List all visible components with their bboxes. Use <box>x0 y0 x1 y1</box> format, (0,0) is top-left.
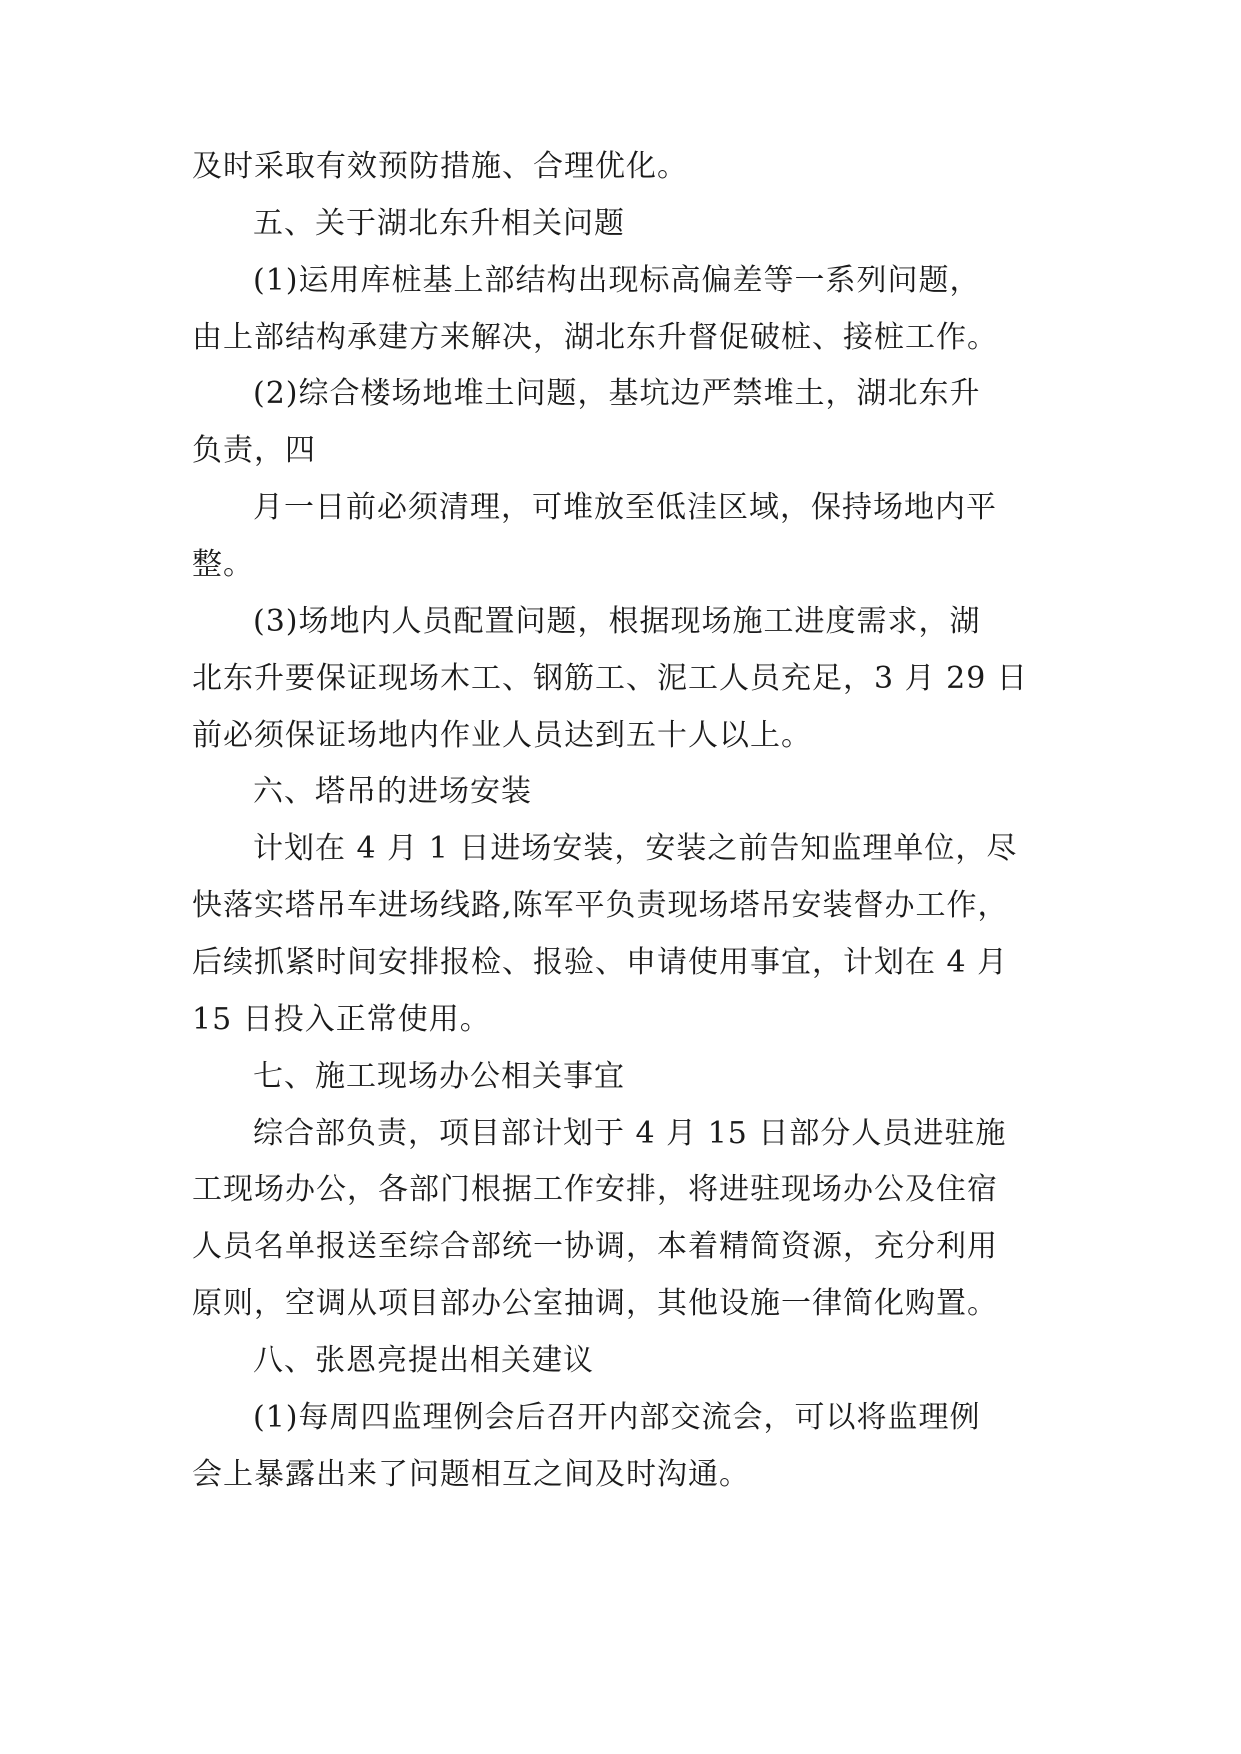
text-line: 快落实塔吊车进场线路,陈军平负责现场塔吊安装督办工作， <box>192 888 1009 923</box>
section-heading: 五、关于湖北东升相关问题 <box>253 206 625 241</box>
text-line: 月一日前必须清理，可堆放至低洼区域，保持场地内平 <box>253 490 997 525</box>
text-line: (3)场地内人员配置问题，根据现场施工进度需求，湖 <box>253 604 981 639</box>
text-line: 前必须保证场地内作业人员达到五十人以上。 <box>192 718 812 753</box>
text-line: 后续抓紧时间安排报检、报验、申请使用事宜，计划在 4 月 <box>192 945 1009 980</box>
text-line: 北东升要保证现场木工、钢筋工、泥工人员充足，3 月 29 日 <box>192 661 1028 696</box>
text-line: 及时采取有效预防措施、合理优化。 <box>192 149 688 184</box>
text-line: 计划在 4 月 1 日进场安装，安装之前告知监理单位，尽 <box>253 831 1018 866</box>
text-line: 由上部结构承建方来解决，湖北东升督促破桩、接桩工作。 <box>192 320 998 355</box>
text-line: 15 日投入正常使用。 <box>192 1002 491 1037</box>
text-line: 整。 <box>192 547 254 582</box>
text-line: 会上暴露出来了问题相互之间及时沟通。 <box>192 1457 750 1492</box>
text-line: 原则，空调从项目部办公室抽调，其他设施一律简化购置。 <box>192 1286 998 1321</box>
section-heading: 八、张恩亮提出相关建议 <box>253 1343 594 1378</box>
text-line: 人员名单报送至综合部统一协调，本着精简资源，充分利用 <box>192 1229 998 1264</box>
text-line: (1)每周四监理例会后召开内部交流会，可以将监理例 <box>253 1400 981 1435</box>
text-line: 综合部负责，项目部计划于 4 月 15 日部分人员进驻施 <box>253 1116 1007 1151</box>
text-line: (1)运用库桩基上部结构出现标高偏差等一系列问题， <box>253 263 981 298</box>
section-heading: 七、施工现场办公相关事宜 <box>253 1059 625 1094</box>
text-line: (2)综合楼场地堆土问题，基坑边严禁堆土，湖北东升 <box>253 376 981 411</box>
section-heading: 六、塔吊的进场安装 <box>253 774 532 809</box>
text-line: 负责，四 <box>192 433 316 468</box>
text-line: 工现场办公，各部门根据工作安排，将进驻现场办公及住宿 <box>192 1172 998 1207</box>
